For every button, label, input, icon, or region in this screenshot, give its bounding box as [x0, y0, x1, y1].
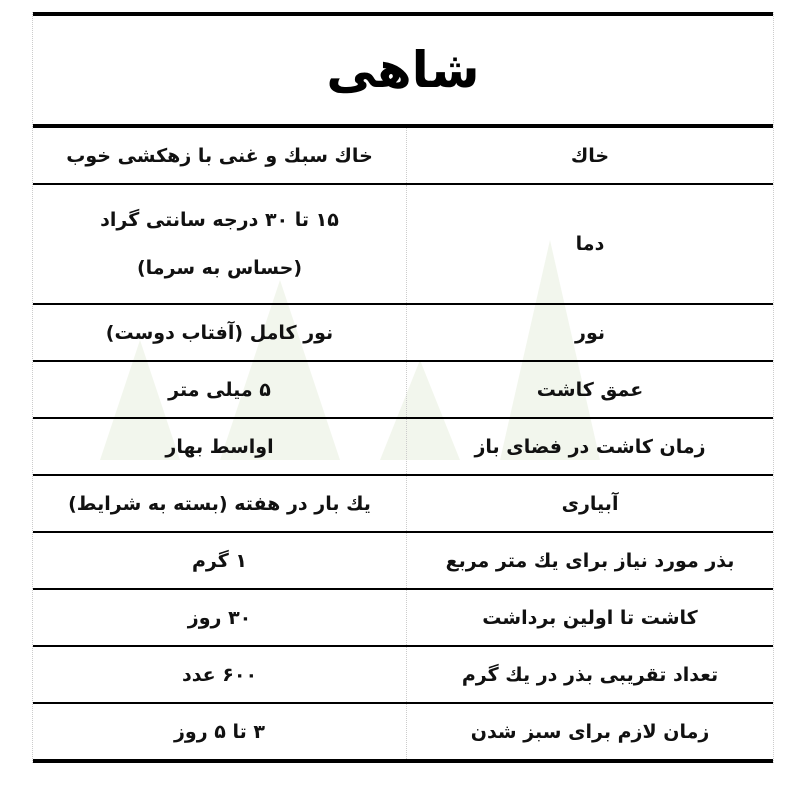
row-value	[33, 419, 406, 474]
table-row	[33, 305, 773, 362]
row-label: زمان لازم برای سبز شدن	[406, 704, 773, 759]
table-row	[33, 419, 773, 476]
table-row	[33, 128, 773, 185]
table-row	[33, 362, 773, 419]
row-value	[33, 533, 406, 588]
row-value	[33, 128, 406, 183]
row-value-line: نور كامل (آفتاب دوست)	[105, 321, 334, 344]
row-label: بذر مورد نیاز برای یك متر مربع	[406, 533, 773, 588]
table-row	[33, 533, 773, 590]
table-row	[33, 185, 773, 305]
row-value	[33, 476, 406, 531]
row-label: خاك	[406, 128, 773, 183]
row-label: دما	[406, 185, 773, 303]
row-value-line: ۱۵ تا ۳۰ درجه سانتی گراد	[100, 209, 339, 231]
row-label: عمق كاشت	[406, 362, 773, 417]
row-value	[33, 305, 406, 360]
row-value-line: ۵ میلی متر	[168, 378, 271, 401]
row-value-line: ۳ تا ۵ روز	[173, 720, 266, 743]
row-label: تعداد تقریبی بذر در یك گرم	[406, 647, 773, 702]
row-value	[33, 590, 406, 645]
row-value	[33, 185, 406, 303]
row-value	[33, 362, 406, 417]
table-row	[33, 704, 773, 763]
row-value-line: اواسط بهار	[165, 435, 274, 458]
table-row	[33, 590, 773, 647]
plant-info-table	[32, 12, 774, 763]
table-title: شاهی	[33, 12, 773, 128]
row-label: آبیاری	[406, 476, 773, 531]
row-value-line: ۱ گرم	[191, 549, 248, 572]
row-value-line: ۶۰۰ عدد	[181, 663, 258, 686]
row-value-line: یك بار در هفته (بسته به شرایط)	[68, 492, 371, 515]
row-value	[33, 704, 406, 759]
table-row	[33, 476, 773, 533]
row-value-line: ۳۰ روز	[187, 606, 252, 629]
row-label: كاشت تا اولین برداشت	[406, 590, 773, 645]
row-value-line: (حساس به سرما)	[136, 257, 303, 279]
row-value-line: خاك سبك و غنی با زهكشی خوب	[66, 144, 373, 167]
row-value	[33, 647, 406, 702]
table-row	[33, 647, 773, 704]
row-label: زمان كاشت در فضای باز	[406, 419, 773, 474]
row-label: نور	[406, 305, 773, 360]
